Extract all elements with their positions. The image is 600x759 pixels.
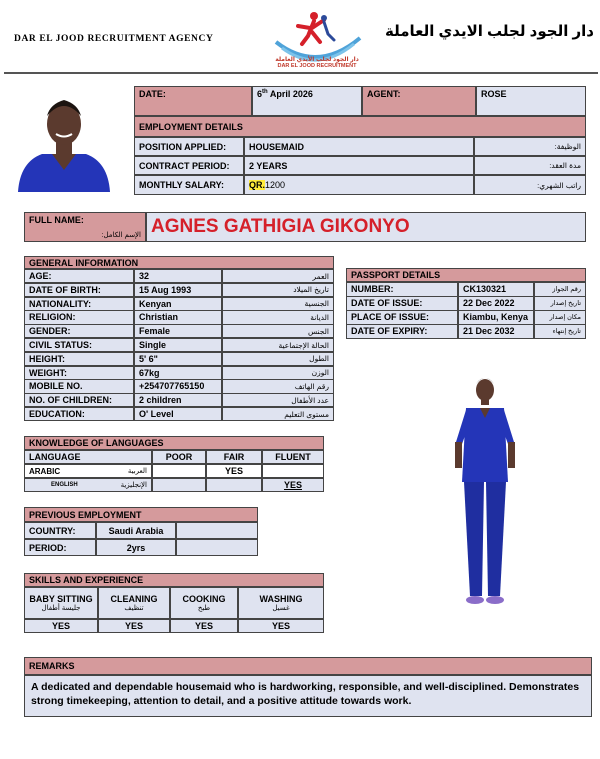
lang-col-poor: POOR bbox=[152, 450, 206, 464]
passport-row-value: 21 Dec 2032 bbox=[458, 324, 534, 339]
skill-value: YES bbox=[98, 619, 170, 633]
general-row-label: WEIGHT: bbox=[24, 366, 134, 380]
general-row-label: RELIGION: bbox=[24, 310, 134, 324]
lang-col-fluent: FLUENT bbox=[262, 450, 324, 464]
remarks-header: REMARKS bbox=[24, 657, 592, 675]
country-label: COUNTRY: bbox=[24, 522, 96, 539]
contract-label: CONTRACT PERIOD: bbox=[134, 156, 244, 175]
general-row-value: Female bbox=[134, 324, 222, 338]
lang-row-english: ENGLISH الإنجليزية bbox=[24, 478, 152, 492]
passport-row-value: Kiambu, Kenya bbox=[458, 310, 534, 325]
skill-name: BABY SITTING bbox=[29, 594, 93, 604]
skill-name-cell bbox=[98, 587, 170, 619]
logo-text-ar: دار الجود لجلب الأيدي العاملة bbox=[275, 57, 359, 63]
general-row-label: NATIONALITY: bbox=[24, 297, 134, 311]
general-row-value: 15 Aug 1993 bbox=[134, 283, 222, 297]
general-row-label: MOBILE NO. bbox=[24, 379, 134, 393]
general-row-label: CIVIL STATUS: bbox=[24, 338, 134, 352]
lang-arabic-fair: YES bbox=[206, 464, 262, 478]
period-value: 2yrs bbox=[96, 539, 176, 556]
general-row-label-ar: الحالة الإجتماعية bbox=[222, 338, 334, 352]
lang-row-arabic: ARABIC العربية bbox=[24, 464, 152, 478]
skill-name-ar: غسيل bbox=[272, 605, 290, 612]
country-value: Saudi Arabia bbox=[96, 522, 176, 539]
skill-name: CLEANING bbox=[110, 594, 158, 604]
country-extra bbox=[176, 522, 258, 539]
general-row-value: 5' 6" bbox=[134, 352, 222, 366]
passport-row-label: NUMBER: bbox=[346, 282, 458, 297]
lang-arabic-poor bbox=[152, 464, 206, 478]
position-value: HOUSEMAID bbox=[244, 137, 474, 156]
period-label: PERIOD: bbox=[24, 539, 96, 556]
contract-label-ar: مدة العقد: bbox=[474, 156, 586, 175]
general-row-label-ar: العمر bbox=[222, 269, 334, 283]
passport-row-label-ar: رقم الجواز bbox=[534, 282, 586, 297]
skill-name-cell bbox=[24, 587, 98, 619]
skill-name: WASHING bbox=[259, 594, 303, 604]
general-row-label: EDUCATION: bbox=[24, 407, 134, 421]
full-name-label-cell bbox=[24, 212, 146, 242]
skill-value: YES bbox=[24, 619, 98, 633]
skills-header: SKILLS AND EXPERIENCE bbox=[24, 573, 324, 587]
general-row-label: HEIGHT: bbox=[24, 352, 134, 366]
employment-details-header: EMPLOYMENT DETAILS bbox=[134, 116, 586, 137]
lang-col-fair: FAIR bbox=[206, 450, 262, 464]
passport-header: PASSPORT DETAILS bbox=[346, 268, 586, 282]
passport-row-label: DATE OF ISSUE: bbox=[346, 296, 458, 311]
passport-row-value: 22 Dec 2022 bbox=[458, 296, 534, 311]
general-row-label-ar: تاريخ الميلاد bbox=[222, 283, 334, 297]
logo-text-en: DAR EL JOOD RECRUITMENT bbox=[277, 63, 357, 69]
passport-row-label-ar: تاريخ إصدار bbox=[534, 296, 586, 311]
agent-label: AGENT: bbox=[362, 86, 476, 116]
full-name-label: FULL NAME: bbox=[29, 215, 84, 225]
lang-col-language: LANGUAGE bbox=[24, 450, 152, 464]
general-row-value: O' Level bbox=[134, 407, 222, 421]
period-extra bbox=[176, 539, 258, 556]
passport-row-label-ar: تاريخ إنتهاء bbox=[534, 324, 586, 339]
remarks-text: A dedicated and dependable housemaid who is hardworking, responsible, and well-disciplined. Demonstrates strong timekeeping, attention to detail, and a positive attitude towards work. bbox=[24, 675, 592, 717]
general-row-label-ar: الجنسية bbox=[222, 297, 334, 311]
date-value: 6 $^{th}$ April 2026 bbox=[252, 86, 362, 116]
portrait-photo bbox=[16, 90, 112, 192]
contract-value: 2 YEARS bbox=[244, 156, 474, 175]
general-row-label: DATE OF BIRTH: bbox=[24, 283, 134, 297]
lang-english-fluent: YES bbox=[262, 478, 324, 492]
skill-name-ar: تنظيف bbox=[124, 605, 144, 612]
skill-value: YES bbox=[170, 619, 238, 633]
general-row-value: Single bbox=[134, 338, 222, 352]
general-row-label: NO. OF CHILDREN: bbox=[24, 393, 134, 407]
agent-value: ROSE bbox=[476, 86, 586, 116]
salary-label-ar: راتب الشهري: bbox=[474, 175, 586, 195]
general-row-label: AGE: bbox=[24, 269, 134, 283]
passport-row-label-ar: مكان إصدار bbox=[534, 310, 586, 325]
passport-row-label: PLACE OF ISSUE: bbox=[346, 310, 458, 325]
full-name-value: AGNES GATHIGIA GIKONYO bbox=[146, 212, 586, 242]
general-row-value: 2 children bbox=[134, 393, 222, 407]
general-info-header: GENERAL INFORMATION bbox=[24, 256, 334, 269]
skill-name-ar: جليسة أطفال bbox=[41, 605, 81, 612]
general-row-label-ar: عدد الأطفال bbox=[222, 393, 334, 407]
full-name-label-ar: الإسم الكامل: bbox=[101, 232, 141, 239]
skill-value: YES bbox=[238, 619, 324, 633]
general-row-label-ar: مستوى التعليم bbox=[222, 407, 334, 421]
full-body-photo bbox=[440, 370, 530, 610]
general-row-value: Kenyan bbox=[134, 297, 222, 311]
skill-name-cell bbox=[238, 587, 324, 619]
position-label-ar: الوظيفة: bbox=[474, 137, 586, 156]
lang-english-fair bbox=[206, 478, 262, 492]
salary-value: QR. 1200 bbox=[244, 175, 474, 195]
agency-name-en: DAR EL JOOD RECRUITMENT AGENCY bbox=[14, 34, 214, 44]
general-row-label-ar: الديانة bbox=[222, 310, 334, 324]
general-row-value: +254707765150 bbox=[134, 379, 222, 393]
lang-arabic-fluent bbox=[262, 464, 324, 478]
general-row-label-ar: رقم الهاتف bbox=[222, 379, 334, 393]
passport-row-value: CK130321 bbox=[458, 282, 534, 297]
general-row-label: GENDER: bbox=[24, 324, 134, 338]
header-divider bbox=[4, 72, 598, 74]
lang-english-poor bbox=[152, 478, 206, 492]
position-label: POSITION APPLIED: bbox=[134, 137, 244, 156]
date-label: DATE: bbox=[134, 86, 252, 116]
salary-label: MONTHLY SALARY: bbox=[134, 175, 244, 195]
general-row-label-ar: الطول bbox=[222, 352, 334, 366]
skill-name: COOKING bbox=[182, 594, 226, 604]
general-row-label-ar: الجنس bbox=[222, 324, 334, 338]
general-row-value: 67kg bbox=[134, 366, 222, 380]
general-row-label-ar: الوزن bbox=[222, 366, 334, 380]
general-row-value: Christian bbox=[134, 310, 222, 324]
agency-name-ar: دار الجود لجلب الايدي العاملة bbox=[384, 23, 594, 40]
general-row-value: 32 bbox=[134, 269, 222, 283]
skill-name-ar: طبخ bbox=[197, 605, 211, 612]
skill-name-cell bbox=[170, 587, 238, 619]
passport-row-label: DATE OF EXPIRY: bbox=[346, 324, 458, 339]
languages-header: KNOWLEDGE OF LANGUAGES bbox=[24, 436, 324, 450]
previous-employment-header: PREVIOUS EMPLOYMENT bbox=[24, 507, 258, 522]
